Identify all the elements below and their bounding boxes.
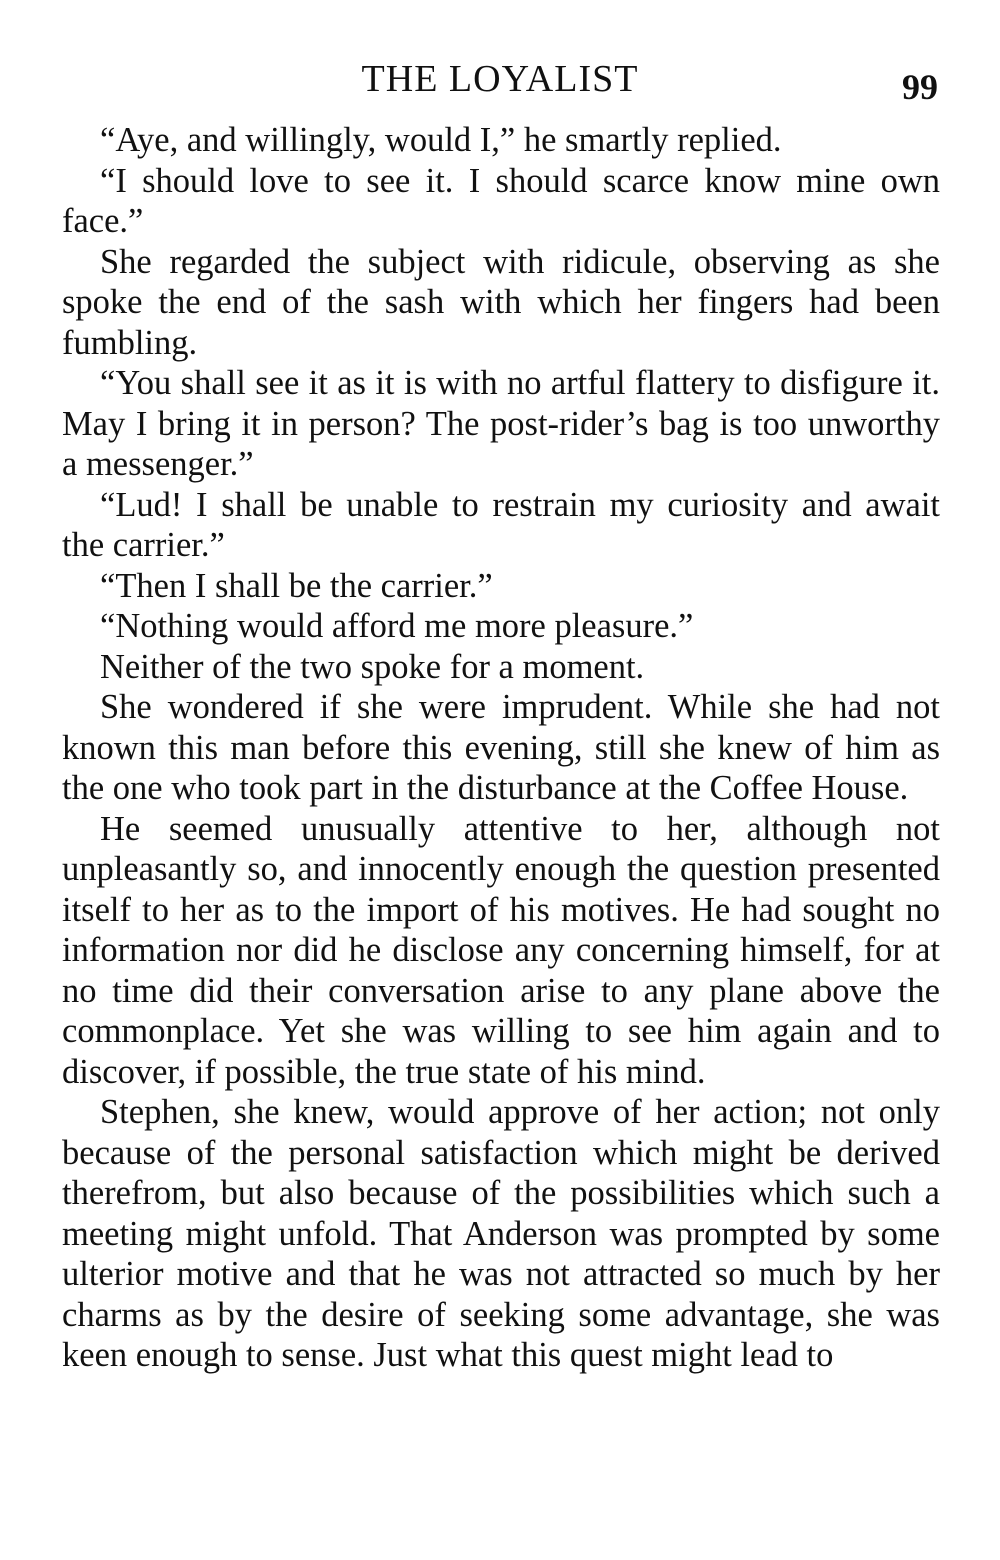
paragraph: “Then I shall be the carrier.” bbox=[100, 566, 493, 605]
paragraph: “Aye, and willingly, would I,” he smartly replied. bbox=[100, 121, 782, 159]
paragraph: He seemed unusually attentive to her, although not unpleasantly so, and innocently enough the question presented itself to her as to the import of his motives. He had sought no information nor did he disclose any concerning himself, for at no time did their conversation arise to any plane above the commonplace. Yet she was willing to see him again and to discover, if possible, the true state of his mind. bbox=[62, 809, 940, 1091]
paragraph: Stephen, she knew, would approve of her action; not only because of the personal satisfaction which might be derived therefrom, but also because of the possibilities which such a meeting might unfold. That Anderson was prompted by some ulterior motive and that he was not attracted so much by her charms as by the desire of seeking some advantage, she was keen enough to sense. Just what this quest might lead to bbox=[62, 1093, 940, 1374]
paragraph: “You shall see it as it is with no artful flattery to disfigure it. May I bring it in person? The post-rider’s bag is too unworthy a messenger.” bbox=[62, 364, 940, 483]
body-text bbox=[62, 120, 940, 1376]
running-title: THE LOYALIST bbox=[361, 58, 639, 100]
paragraph: Neither of the two spoke for a moment. bbox=[100, 647, 645, 686]
paragraph: “Lud! I shall be unable to restrain my curiosity and await the carrier.” bbox=[62, 485, 940, 564]
page-number: 99 bbox=[902, 67, 938, 107]
paragraph: “I should love to see it. I should scarce know mine own face.” bbox=[62, 161, 940, 240]
paragraph: “Nothing would afford me more pleasure.” bbox=[100, 607, 694, 645]
running-header bbox=[0, 56, 1000, 107]
paragraph: She wondered if she were imprudent. While she had not known this man before this evening, still she knew of him as the one who took part in the disturbance at the Coffee House. bbox=[62, 688, 940, 807]
paragraph: She regarded the subject with ridicule, observing as she spoke the end of the sash with which her fingers had been fumbling. bbox=[62, 242, 940, 362]
